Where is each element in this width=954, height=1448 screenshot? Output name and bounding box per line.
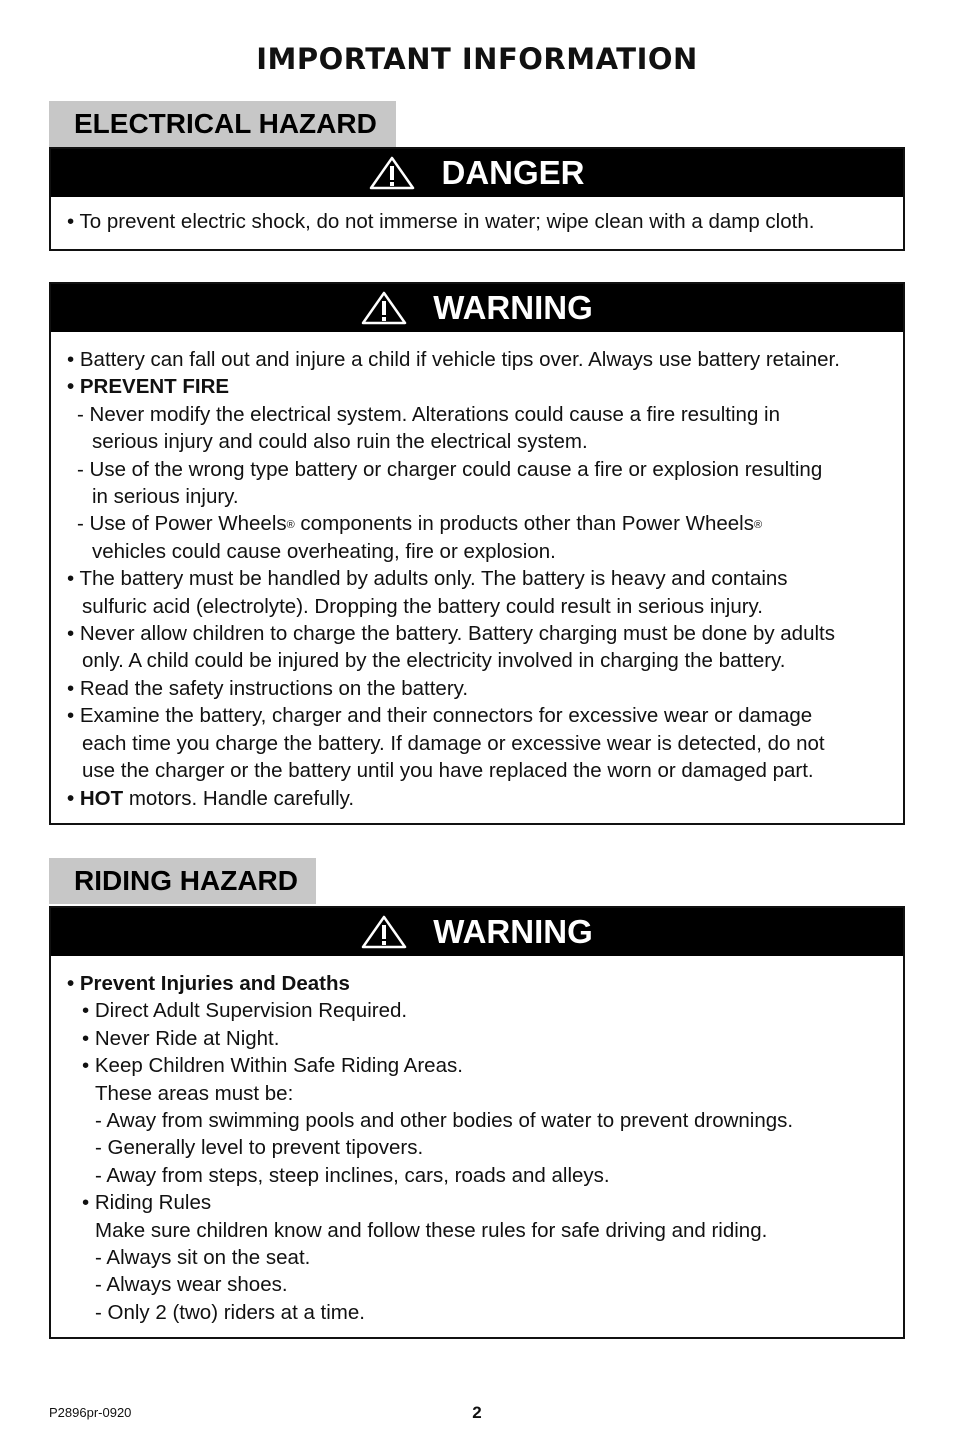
warning-line: • Read the safety instructions on the battery. (67, 676, 469, 700)
document-code: P2896pr-0920 (49, 1405, 132, 1420)
warning-line: serious injury and could also ruin the electrical system. (92, 430, 588, 454)
registered-mark: ® (286, 519, 295, 532)
warning-label: WARNING (433, 289, 593, 326)
warning-line: • Battery can fall out and injure a child if vehicle tips over. Always use battery retainer. (67, 348, 840, 371)
riding-line: • Keep Children Within Safe Riding Areas. (82, 1054, 463, 1078)
riding-line: • Riding Rules (82, 1191, 212, 1215)
riding-line: • Prevent Injuries and Deaths (67, 972, 350, 995)
danger-box (49, 147, 905, 251)
riding-warning-box (49, 906, 905, 1339)
riding-line: • Never Ride at Night. (82, 1026, 280, 1050)
registered-mark: ® (753, 519, 763, 532)
danger-label: DANGER (441, 154, 585, 191)
warning-line: • Never allow children to charge the battery. Battery charging must be done by adults (67, 622, 835, 646)
danger-text: • To prevent electric shock, do not immerse in water; wipe clean with a damp cloth. (67, 210, 815, 233)
danger-header (51, 149, 903, 197)
riding-line: • Direct Adult Supervision Required. (82, 999, 408, 1023)
warning-line: each time you charge the battery. If damage or excessive wear is detected, do not (82, 731, 825, 755)
warning-header (51, 284, 903, 332)
riding-hazard-tab: RIDING HAZARD (49, 858, 316, 904)
warning-line: vehicles could cause overheating, fire or explosion. (92, 539, 556, 563)
warning-line: - Never modify the electrical system. Alterations could cause a fire resulting in (77, 402, 780, 426)
electrical-warning-box (49, 282, 905, 825)
warning-line: only. A child could be injured by the electricity involved in charging the battery. (82, 649, 786, 673)
warning-triangle-icon (361, 915, 407, 949)
warning-line: - Use of the wrong type battery or charger could cause a fire or explosion resulting (77, 457, 823, 481)
riding-line: - Away from swimming pools and other bodies of water to prevent drownings. (95, 1109, 794, 1133)
warning-triangle-icon (361, 291, 407, 325)
warning-line-part: motors. Handle carefully. (123, 786, 355, 810)
warning-line: • PREVENT FIRE (67, 375, 230, 399)
warning-line-part: components in products other than Power Wheels (294, 512, 754, 536)
page-title: IMPORTANT INFORMATION (256, 42, 698, 76)
riding-line: - Generally level to prevent tipovers. (95, 1136, 424, 1160)
warning-triangle-icon (369, 156, 415, 190)
hot-label: • HOT (67, 786, 124, 810)
warning-line: sulfuric acid (electrolyte). Dropping the battery could result in serious injury. (82, 594, 763, 618)
warning-line: • The battery must be handled by adults only. The battery is heavy and contains (67, 567, 788, 591)
riding-line: - Away from steps, steep inclines, cars, roads and alleys. (95, 1163, 610, 1187)
riding-line: These areas must be: (95, 1081, 294, 1105)
warning-label: WARNING (433, 913, 593, 950)
riding-line: - Always sit on the seat. (95, 1246, 311, 1270)
electrical-hazard-tab: ELECTRICAL HAZARD (49, 101, 396, 147)
riding-line: - Always wear shoes. (95, 1273, 288, 1297)
warning-line: in serious injury. (92, 485, 239, 509)
riding-line: Make sure children know and follow these rules for safe driving and riding. (95, 1218, 768, 1242)
warning-line (67, 785, 887, 812)
warning-line: use the charger or the battery until you have replaced the worn or damaged part. (82, 759, 814, 783)
warning-line: • Examine the battery, charger and their connectors for excessive wear or damage (67, 704, 813, 728)
page-number: 2 (472, 1403, 482, 1422)
warning-line-part: - Use of Power Wheels (77, 512, 287, 536)
warning-header (51, 908, 903, 956)
riding-line: - Only 2 (two) riders at a time. (95, 1300, 365, 1324)
warning-line (67, 510, 887, 537)
